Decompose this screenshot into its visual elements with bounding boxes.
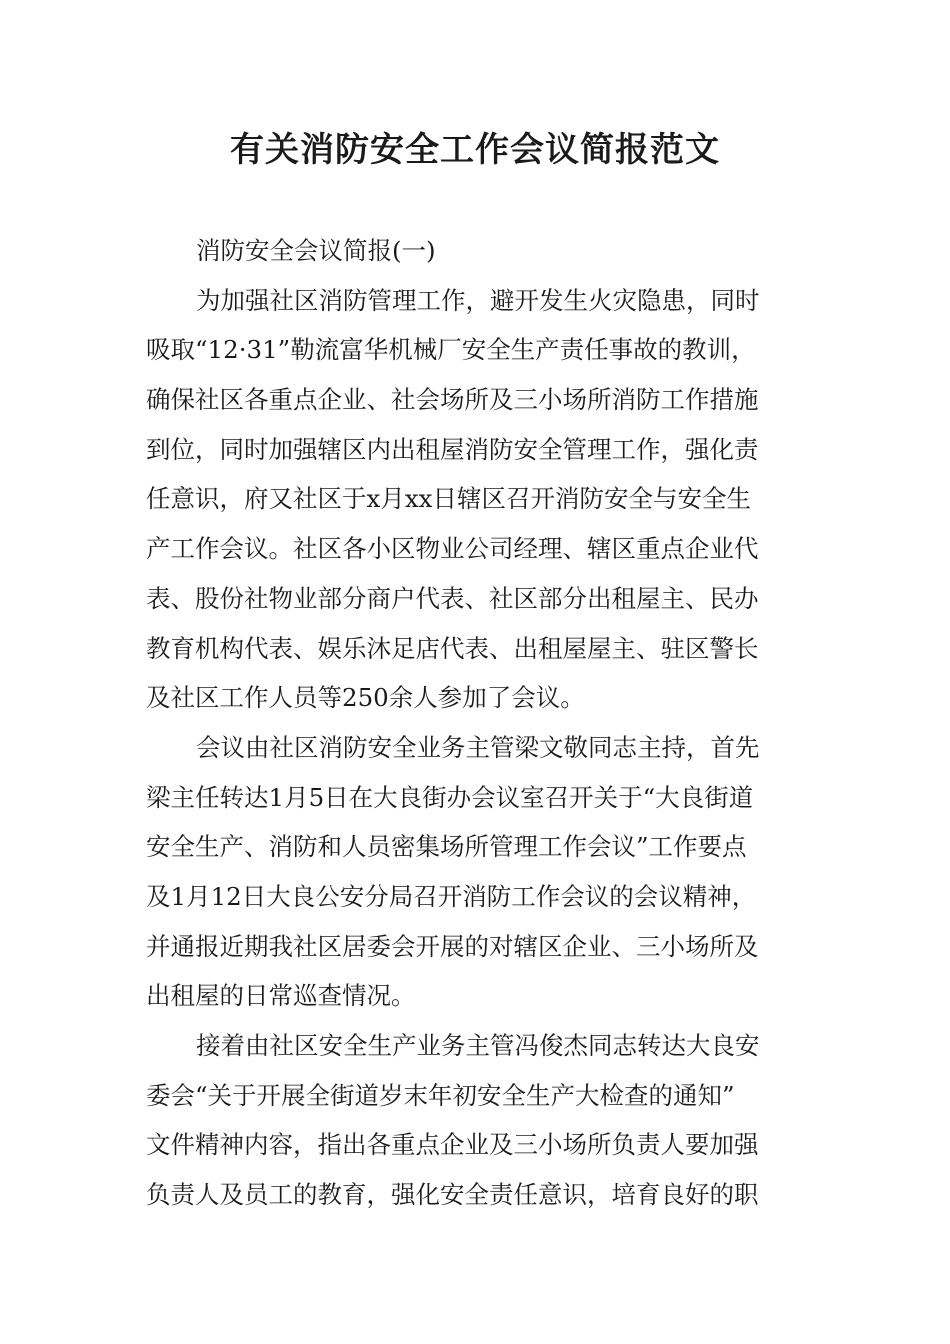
paragraph-first-line: 消防安全会议简报(一) (196, 236, 436, 265)
paragraph-line: 产工作会议。社区各小区物业公司经理、辖区重点企业代 (146, 534, 759, 564)
paragraph-first-line: 接着由社区安全生产业务主管冯俊杰同志转达大良安 (196, 1031, 760, 1060)
paragraph-line: 及1月12日大良公安分局召开消防工作会议的会议精神， (146, 881, 757, 911)
paragraph-line: 吸取“12·31”勒流富华机械厂安全生产责任事故的教训， (146, 335, 756, 365)
paragraph-line: 及社区工作人员等250余人参加了会议。 (146, 683, 585, 713)
paragraph-line: 安全生产、消防和人员密集场所管理工作会议”工作要点 (146, 832, 747, 862)
paragraph-line: 表、股份社物业部分商户代表、社区部分出租屋主、民办 (146, 583, 759, 613)
paragraph-line: 并通报近期我社区居委会开展的对辖区企业、三小场所及 (146, 931, 759, 961)
paragraph-line: 出租屋的日常巡查情况。 (146, 981, 416, 1011)
paragraph-first-line: 会议由社区消防安全业务主管梁文敬同志主持，首先 (196, 732, 760, 762)
paragraph-line: 负责人及员工的教育，强化安全责任意识，培育良好的职 (146, 1180, 759, 1210)
paragraph-line: 教育机构代表、娱乐沐足店代表、出租屋屋主、驻区警长 (146, 633, 759, 663)
document-body (146, 226, 810, 1220)
paragraph-line: 任意识，府又社区于x月xx日辖区召开消防安全与安全生 (146, 484, 751, 514)
paragraph-line: 委会“关于开展全街道岁末年初安全生产大检查的通知” (146, 1080, 735, 1110)
paragraph-line: 到位，同时加强辖区内出租屋消防安全管理工作，强化责 (146, 434, 759, 464)
paragraph-line: 文件精神内容，指出各重点企业及三小场所负责人要加强 (146, 1130, 759, 1160)
document-title: 有关消防安全工作会议简报范文 (230, 130, 720, 170)
paragraph-first-line: 为加强社区消防管理工作，避开发生火灾隐患，同时 (196, 285, 760, 315)
paragraph-line: 确保社区各重点企业、社会场所及三小场所消防工作措施 (146, 385, 759, 415)
paragraph-line: 梁主任转达1月5日在大良街办会议室召开关于“大良街道 (146, 782, 754, 812)
